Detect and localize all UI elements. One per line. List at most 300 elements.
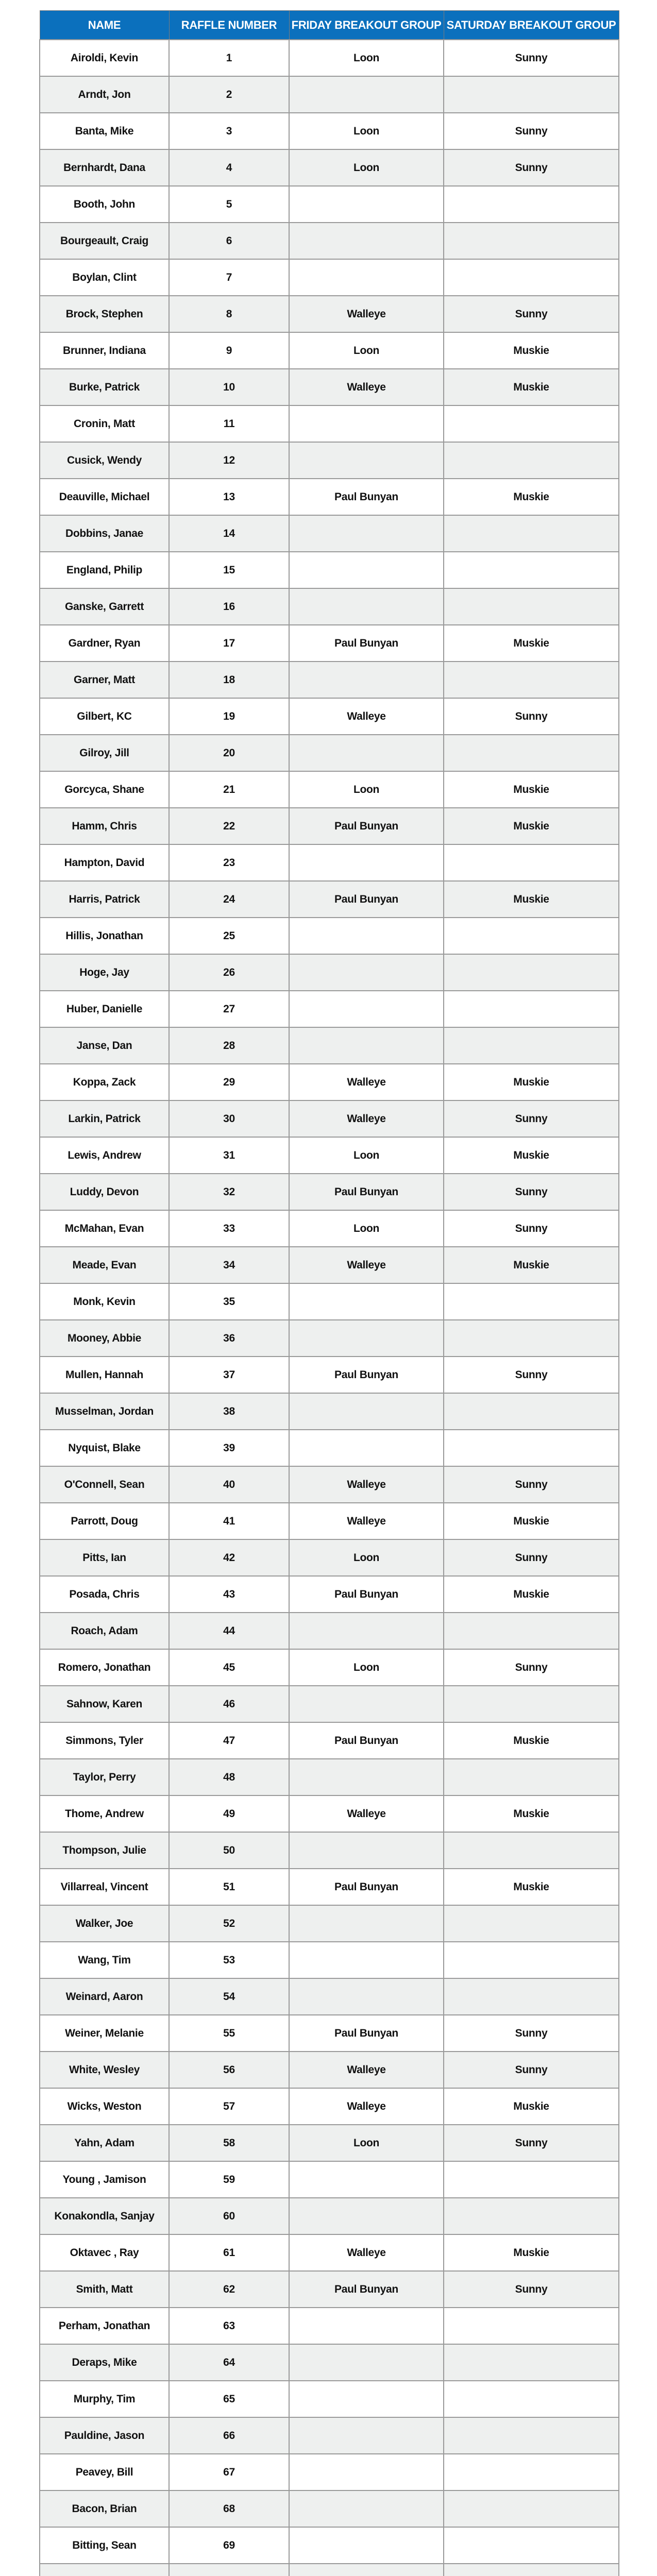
saturday-group-cell <box>444 442 619 479</box>
friday-group-cell: Loon <box>289 771 444 808</box>
name-cell: Deraps, Mike <box>40 2344 169 2381</box>
table-row <box>40 844 619 881</box>
name-cell: Gilbert, KC <box>40 698 169 735</box>
table-row <box>40 2271 619 2308</box>
table-row <box>40 1503 619 1539</box>
saturday-group-cell: Sunny <box>444 2015 619 2052</box>
table-row <box>40 1064 619 1100</box>
name-cell: Pitts, Ian <box>40 1539 169 1576</box>
raffle-number-cell: 36 <box>169 1320 289 1357</box>
saturday-group-cell: Muskie <box>444 808 619 844</box>
saturday-group-cell <box>444 662 619 698</box>
name-cell: Weiner, Melanie <box>40 2015 169 2052</box>
friday-group-cell <box>289 2454 444 2490</box>
table-row <box>40 2198 619 2234</box>
saturday-group-cell <box>444 1320 619 1357</box>
table-row <box>40 881 619 918</box>
table-row <box>40 2234 619 2271</box>
name-cell: Huber, Danielle <box>40 991 169 1027</box>
name-cell: Brunner, Indiana <box>40 332 169 369</box>
saturday-group-cell: Sunny <box>444 1210 619 1247</box>
raffle-number-cell: 66 <box>169 2417 289 2454</box>
name-cell: Arndt, Jon <box>40 76 169 113</box>
table-row <box>40 1466 619 1503</box>
saturday-group-cell <box>444 223 619 259</box>
saturday-group-cell: Sunny <box>444 1539 619 1576</box>
friday-group-cell: Loon <box>289 1649 444 1686</box>
raffle-number-cell: 51 <box>169 1869 289 1905</box>
saturday-group-cell: Sunny <box>444 1466 619 1503</box>
table-row <box>40 1649 619 1686</box>
saturday-group-cell: Muskie <box>444 479 619 515</box>
name-cell: Brock, Stephen <box>40 296 169 332</box>
header-friday-breakout-group: FRIDAY BREAKOUT GROUP <box>289 11 444 40</box>
friday-group-cell: Loon <box>289 1137 444 1174</box>
raffle-number-cell: 49 <box>169 1795 289 1832</box>
table-row <box>40 2125 619 2161</box>
friday-group-cell <box>289 588 444 625</box>
name-cell: Murphy, Tim <box>40 2381 169 2417</box>
table-row <box>40 149 619 186</box>
raffle-number-cell: 64 <box>169 2344 289 2381</box>
name-cell: Larkin, Patrick <box>40 1100 169 1137</box>
table-row <box>40 259 619 296</box>
raffle-number-cell: 38 <box>169 1393 289 1430</box>
table-row <box>40 2052 619 2088</box>
friday-group-cell: Walleye <box>289 2052 444 2088</box>
raffle-number-cell: 69 <box>169 2527 289 2564</box>
table-row <box>40 1613 619 1649</box>
name-cell: Dobbins, Janae <box>40 515 169 552</box>
friday-group-cell: Paul Bunyan <box>289 1357 444 1393</box>
name-cell: Bitting, Sean <box>40 2527 169 2564</box>
saturday-group-cell: Muskie <box>444 2234 619 2271</box>
raffle-number-cell: 61 <box>169 2234 289 2271</box>
friday-group-cell <box>289 991 444 1027</box>
name-cell: Hampton, David <box>40 844 169 881</box>
friday-group-cell: Loon <box>289 332 444 369</box>
saturday-group-cell: Sunny <box>444 149 619 186</box>
saturday-group-cell: Muskie <box>444 625 619 662</box>
friday-group-cell: Paul Bunyan <box>289 625 444 662</box>
table-row <box>40 2088 619 2125</box>
name-cell: Harris, Patrick <box>40 881 169 918</box>
raffle-number-cell: 1 <box>169 40 289 76</box>
table-row <box>40 1357 619 1393</box>
table-row <box>40 1942 619 1978</box>
raffle-number-cell: 37 <box>169 1357 289 1393</box>
raffle-number-cell: 2 <box>169 76 289 113</box>
friday-group-cell: Loon <box>289 149 444 186</box>
table-row <box>40 186 619 223</box>
friday-group-cell: Walleye <box>289 1100 444 1137</box>
saturday-group-cell <box>444 2454 619 2490</box>
saturday-group-cell <box>444 76 619 113</box>
friday-group-cell: Paul Bunyan <box>289 1174 444 1210</box>
name-cell: Thompson, Julie <box>40 1832 169 1869</box>
table-row <box>40 1430 619 1466</box>
table-row <box>40 1210 619 1247</box>
raffle-number-cell: 17 <box>169 625 289 662</box>
friday-group-cell <box>289 552 444 588</box>
name-cell: Roach, Adam <box>40 1613 169 1649</box>
name-cell: Lewis, Andrew <box>40 1137 169 1174</box>
raffle-number-cell: 63 <box>169 2308 289 2344</box>
table-row <box>40 735 619 771</box>
raffle-number-cell: 68 <box>169 2490 289 2527</box>
raffle-number-cell: 54 <box>169 1978 289 2015</box>
saturday-group-cell: Muskie <box>444 332 619 369</box>
table-row <box>40 296 619 332</box>
friday-group-cell <box>289 1942 444 1978</box>
table-row <box>40 2015 619 2052</box>
raffle-number-cell: 62 <box>169 2271 289 2308</box>
saturday-group-cell: Sunny <box>444 1174 619 1210</box>
table-row <box>40 1100 619 1137</box>
table-row <box>40 1247 619 1283</box>
table-row <box>40 2161 619 2198</box>
table-row <box>40 113 619 149</box>
table-row <box>40 954 619 991</box>
raffle-number-cell: 7 <box>169 259 289 296</box>
saturday-group-cell: Muskie <box>444 1064 619 1100</box>
friday-group-cell: Walleye <box>289 369 444 405</box>
table-row <box>40 405 619 442</box>
friday-group-cell <box>289 1320 444 1357</box>
name-cell: Hillis, Jonathan <box>40 918 169 954</box>
raffle-number-cell: 44 <box>169 1613 289 1649</box>
raffle-number-cell: 47 <box>169 1722 289 1759</box>
table-row <box>40 2308 619 2344</box>
name-cell: Boylan, Clint <box>40 259 169 296</box>
raffle-number-cell: 52 <box>169 1905 289 1942</box>
name-cell: Monk, Kevin <box>40 1283 169 1320</box>
name-cell: Banta, Mike <box>40 113 169 149</box>
friday-group-cell: Paul Bunyan <box>289 1722 444 1759</box>
friday-group-cell: Loon <box>289 1210 444 1247</box>
table-row <box>40 76 619 113</box>
raffle-number-cell: 5 <box>169 186 289 223</box>
name-cell: Janse, Dan <box>40 1027 169 1064</box>
saturday-group-cell: Muskie <box>444 1722 619 1759</box>
raffle-number-cell: 46 <box>169 1686 289 1722</box>
table-row <box>40 918 619 954</box>
table-row <box>40 991 619 1027</box>
friday-group-cell: Loon <box>289 113 444 149</box>
table-row <box>40 1320 619 1357</box>
name-cell: Parrott, Doug <box>40 1503 169 1539</box>
table-row <box>40 1174 619 1210</box>
raffle-number-cell: 25 <box>169 918 289 954</box>
table-row <box>40 1283 619 1320</box>
friday-group-cell: Walleye <box>289 1503 444 1539</box>
saturday-group-cell <box>444 1978 619 2015</box>
saturday-group-cell <box>444 1283 619 1320</box>
raffle-number-cell: 65 <box>169 2381 289 2417</box>
raffle-number-cell: 32 <box>169 1174 289 1210</box>
table-row <box>40 1759 619 1795</box>
raffle-number-cell: 8 <box>169 296 289 332</box>
raffle-sheet <box>39 10 618 2576</box>
table-row <box>40 332 619 369</box>
table-row <box>40 2490 619 2527</box>
raffle-number-cell: 48 <box>169 1759 289 1795</box>
table-row <box>40 1576 619 1613</box>
friday-group-cell: Loon <box>289 40 444 76</box>
friday-group-cell <box>289 1905 444 1942</box>
name-cell: Cusick, Wendy <box>40 442 169 479</box>
friday-group-cell <box>289 1686 444 1722</box>
saturday-group-cell <box>444 1942 619 1978</box>
saturday-group-cell <box>444 186 619 223</box>
header-row <box>40 11 619 40</box>
friday-group-cell: Paul Bunyan <box>289 479 444 515</box>
table-row <box>40 40 619 76</box>
name-cell: Perham, Jonathan <box>40 2308 169 2344</box>
table-row <box>40 369 619 405</box>
raffle-number-cell: 55 <box>169 2015 289 2052</box>
saturday-group-cell <box>444 1759 619 1795</box>
friday-group-cell <box>289 186 444 223</box>
friday-group-cell <box>289 735 444 771</box>
friday-group-cell: Walleye <box>289 698 444 735</box>
raffle-number-cell: 57 <box>169 2088 289 2125</box>
saturday-group-cell <box>444 2198 619 2234</box>
raffle-number-cell: 18 <box>169 662 289 698</box>
raffle-number-cell: 56 <box>169 2052 289 2088</box>
friday-group-cell <box>289 1283 444 1320</box>
raffle-number-cell: 67 <box>169 2454 289 2490</box>
raffle-number-cell: 58 <box>169 2125 289 2161</box>
friday-group-cell <box>289 442 444 479</box>
friday-group-cell <box>289 2417 444 2454</box>
name-cell: Hamm, Chris <box>40 808 169 844</box>
friday-group-cell <box>289 1759 444 1795</box>
raffle-number-cell: 16 <box>169 588 289 625</box>
saturday-group-cell <box>444 1905 619 1942</box>
friday-group-cell <box>289 1027 444 1064</box>
table-row <box>40 223 619 259</box>
table-row <box>40 2381 619 2417</box>
saturday-group-cell: Muskie <box>444 1795 619 1832</box>
raffle-number-cell: 29 <box>169 1064 289 1100</box>
friday-group-cell: Paul Bunyan <box>289 881 444 918</box>
table-row <box>40 698 619 735</box>
raffle-number-cell: 34 <box>169 1247 289 1283</box>
raffle-number-cell: 33 <box>169 1210 289 1247</box>
raffle-table <box>39 10 619 2576</box>
table-row <box>40 1137 619 1174</box>
name-cell: Villarreal, Vincent <box>40 1869 169 1905</box>
name-cell: Walker, Joe <box>40 1905 169 1942</box>
table-row <box>40 1686 619 1722</box>
friday-group-cell: Walleye <box>289 1247 444 1283</box>
name-cell: Sahnow, Karen <box>40 1686 169 1722</box>
name-cell: Bacon, Brian <box>40 2490 169 2527</box>
raffle-number-cell: 59 <box>169 2161 289 2198</box>
name-cell: Pauldine, Jason <box>40 2417 169 2454</box>
table-row <box>40 1722 619 1759</box>
table-row <box>40 1869 619 1905</box>
name-cell: Posada, Chris <box>40 1576 169 1613</box>
saturday-group-cell: Muskie <box>444 1503 619 1539</box>
raffle-number-cell: 43 <box>169 1576 289 1613</box>
friday-group-cell: Paul Bunyan <box>289 1576 444 1613</box>
raffle-number-cell: 10 <box>169 369 289 405</box>
friday-group-cell <box>289 2527 444 2564</box>
table-row <box>40 442 619 479</box>
table-row <box>40 515 619 552</box>
saturday-group-cell: Sunny <box>444 296 619 332</box>
name-cell: Wang, Tim <box>40 1942 169 1978</box>
name-cell: Thome, Andrew <box>40 1795 169 1832</box>
saturday-group-cell <box>444 405 619 442</box>
friday-group-cell <box>289 2161 444 2198</box>
friday-group-cell <box>289 844 444 881</box>
name-cell <box>40 2564 169 2576</box>
raffle-number-cell: 21 <box>169 771 289 808</box>
saturday-group-cell: Muskie <box>444 1137 619 1174</box>
saturday-group-cell: Muskie <box>444 1247 619 1283</box>
friday-group-cell: Loon <box>289 2125 444 2161</box>
saturday-group-cell <box>444 2308 619 2344</box>
name-cell: Hoge, Jay <box>40 954 169 991</box>
raffle-number-cell: 24 <box>169 881 289 918</box>
table-row <box>40 1539 619 1576</box>
saturday-group-cell <box>444 2161 619 2198</box>
friday-group-cell <box>289 2564 444 2576</box>
raffle-number-cell: 42 <box>169 1539 289 1576</box>
name-cell: Cronin, Matt <box>40 405 169 442</box>
raffle-number-cell: 60 <box>169 2198 289 2234</box>
raffle-number-cell: 40 <box>169 1466 289 1503</box>
table-row <box>40 1795 619 1832</box>
table-header <box>40 11 619 40</box>
table-body <box>40 40 619 2576</box>
saturday-group-cell: Muskie <box>444 1576 619 1613</box>
friday-group-cell: Walleye <box>289 2088 444 2125</box>
raffle-number-cell: 20 <box>169 735 289 771</box>
friday-group-cell <box>289 2308 444 2344</box>
raffle-number-cell: 31 <box>169 1137 289 1174</box>
name-cell: Nyquist, Blake <box>40 1430 169 1466</box>
saturday-group-cell <box>444 1027 619 1064</box>
name-cell: Bernhardt, Dana <box>40 149 169 186</box>
raffle-number-cell: 19 <box>169 698 289 735</box>
friday-group-cell <box>289 405 444 442</box>
friday-group-cell <box>289 1978 444 2015</box>
header-raffle-number: RAFFLE NUMBER <box>169 11 289 40</box>
saturday-group-cell <box>444 2417 619 2454</box>
friday-group-cell: Paul Bunyan <box>289 2015 444 2052</box>
saturday-group-cell: Sunny <box>444 1649 619 1686</box>
saturday-group-cell <box>444 954 619 991</box>
saturday-group-cell: Sunny <box>444 2052 619 2088</box>
friday-group-cell: Walleye <box>289 1064 444 1100</box>
raffle-number-cell: 3 <box>169 113 289 149</box>
friday-group-cell <box>289 918 444 954</box>
name-cell: Smith, Matt <box>40 2271 169 2308</box>
saturday-group-cell <box>444 1430 619 1466</box>
friday-group-cell <box>289 1430 444 1466</box>
raffle-number-cell: 45 <box>169 1649 289 1686</box>
saturday-group-cell <box>444 2564 619 2576</box>
friday-group-cell <box>289 1613 444 1649</box>
name-cell: England, Philip <box>40 552 169 588</box>
name-cell: Bourgeault, Craig <box>40 223 169 259</box>
friday-group-cell <box>289 1832 444 1869</box>
name-cell: Musselman, Jordan <box>40 1393 169 1430</box>
name-cell: Taylor, Perry <box>40 1759 169 1795</box>
saturday-group-cell: Sunny <box>444 113 619 149</box>
saturday-group-cell: Sunny <box>444 2125 619 2161</box>
name-cell: Romero, Jonathan <box>40 1649 169 1686</box>
raffle-number-cell: 22 <box>169 808 289 844</box>
saturday-group-cell <box>444 1832 619 1869</box>
saturday-group-cell <box>444 735 619 771</box>
friday-group-cell <box>289 2381 444 2417</box>
name-cell: Young , Jamison <box>40 2161 169 2198</box>
raffle-number-cell: 26 <box>169 954 289 991</box>
raffle-number-cell: 50 <box>169 1832 289 1869</box>
raffle-number-cell: 6 <box>169 223 289 259</box>
friday-group-cell <box>289 2198 444 2234</box>
table-row <box>40 479 619 515</box>
name-cell: Ganske, Garrett <box>40 588 169 625</box>
friday-group-cell: Walleye <box>289 1466 444 1503</box>
raffle-number-cell: 23 <box>169 844 289 881</box>
raffle-number-cell: 14 <box>169 515 289 552</box>
raffle-number-cell: 13 <box>169 479 289 515</box>
name-cell: Meade, Evan <box>40 1247 169 1283</box>
table-row <box>40 771 619 808</box>
saturday-group-cell <box>444 918 619 954</box>
name-cell: Peavey, Bill <box>40 2454 169 2490</box>
raffle-number-cell: 35 <box>169 1283 289 1320</box>
raffle-number-cell: 27 <box>169 991 289 1027</box>
name-cell: Oktavec , Ray <box>40 2234 169 2271</box>
raffle-number-cell: 4 <box>169 149 289 186</box>
name-cell: Wicks, Weston <box>40 2088 169 2125</box>
name-cell: Booth, John <box>40 186 169 223</box>
saturday-group-cell <box>444 1613 619 1649</box>
raffle-number-cell: 39 <box>169 1430 289 1466</box>
saturday-group-cell: Sunny <box>444 1357 619 1393</box>
friday-group-cell: Walleye <box>289 1795 444 1832</box>
name-cell: White, Wesley <box>40 2052 169 2088</box>
friday-group-cell <box>289 259 444 296</box>
friday-group-cell <box>289 2490 444 2527</box>
name-cell: Deauville, Michael <box>40 479 169 515</box>
name-cell: Airoldi, Kevin <box>40 40 169 76</box>
saturday-group-cell <box>444 2381 619 2417</box>
table-row <box>40 2564 619 2576</box>
name-cell: Yahn, Adam <box>40 2125 169 2161</box>
table-row <box>40 1832 619 1869</box>
friday-group-cell: Loon <box>289 1539 444 1576</box>
raffle-number-cell: 9 <box>169 332 289 369</box>
raffle-number-cell: 41 <box>169 1503 289 1539</box>
table-row <box>40 2454 619 2490</box>
saturday-group-cell <box>444 552 619 588</box>
saturday-group-cell <box>444 588 619 625</box>
friday-group-cell: Walleye <box>289 2234 444 2271</box>
saturday-group-cell: Sunny <box>444 2271 619 2308</box>
table-row <box>40 1978 619 2015</box>
friday-group-cell: Walleye <box>289 296 444 332</box>
saturday-group-cell <box>444 1393 619 1430</box>
table-row <box>40 1393 619 1430</box>
